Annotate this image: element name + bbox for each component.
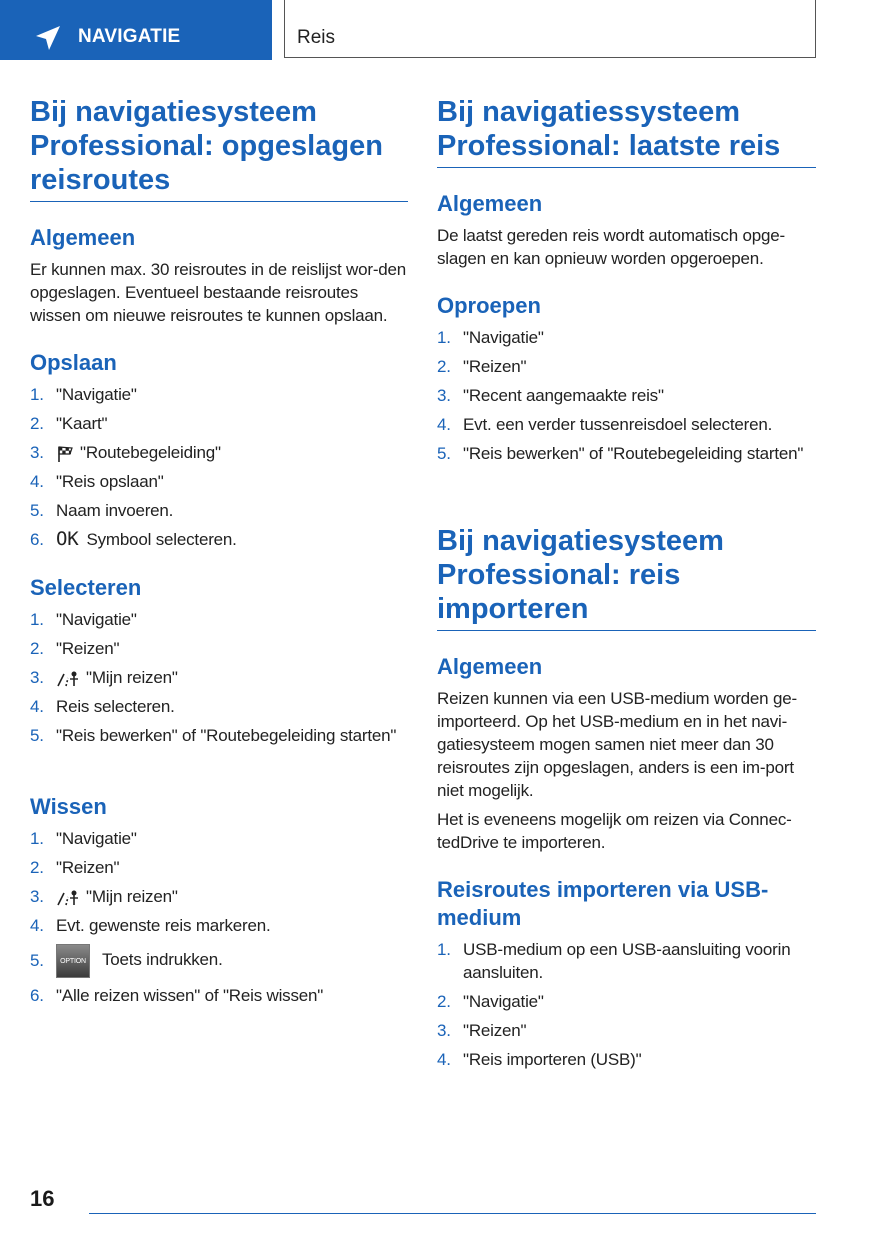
opslaan-section: [30, 349, 408, 557]
section-tab: [284, 0, 816, 58]
algemeen-section-left: [30, 224, 408, 327]
ok-icon: OK: [56, 528, 79, 550]
page-number: 16: [30, 1186, 55, 1211]
algemeen-heading: Algemeen: [437, 654, 543, 679]
list-item: 1. "Navigatie": [437, 328, 544, 347]
usb-import-heading: Reisroutes importeren via USB-medium: [437, 877, 769, 930]
wissen-heading: Wissen: [30, 794, 107, 819]
wissen-list: [30, 827, 408, 1007]
list-item: 6. OK Symbool selecteren.: [30, 528, 237, 550]
list-item: 5. "Reis bewerken" of "Routebegeleiding starten": [437, 444, 804, 463]
my-trips-route-icon: [56, 670, 80, 688]
algemeen-section-last-trip: [437, 190, 816, 270]
list-item: 4. "Reis importeren (USB)": [437, 1050, 642, 1069]
list-item: 5. Naam invoeren.: [30, 501, 174, 520]
algemeen-section-import: [437, 653, 816, 854]
oproepen-section: [437, 292, 816, 471]
algemeen-text: Er kunnen max. 30 reisroutes in de reislijst wor-den opgeslagen. Eventueel bestaande reisroutes wissen om nieuwe reisroutes te kunnen opslaan.: [30, 260, 407, 325]
opslaan-list: [30, 383, 408, 551]
list-item: 2. "Reizen": [437, 357, 527, 376]
list-item: 2. "Reizen": [30, 639, 120, 658]
list-item: 3. "Mijn reizen": [30, 668, 178, 687]
section-label: Reis: [297, 27, 336, 48]
selecteren-list: [30, 608, 408, 747]
right-title-import: Bij navigatiesysteem Professional: reis importeren: [437, 524, 816, 631]
list-item: 5. "Reis bewerken" of "Routebegeleiding starten": [30, 726, 397, 745]
chapter-label: NAVIGATIE: [78, 26, 181, 47]
algemeen-heading: Algemeen: [437, 191, 543, 216]
list-item: 1. USB-medium op een USB-aansluiting voorin aansluiten.: [437, 940, 791, 982]
option-button-icon: OPTION: [56, 944, 90, 978]
list-item: 1. "Navigatie": [30, 829, 137, 848]
list-item: 3. "Recent aangemaakte reis": [437, 386, 664, 405]
oproepen-heading: Oproepen: [437, 293, 541, 318]
checkered-flag-icon: [56, 445, 74, 463]
chapter-tab: [0, 0, 272, 60]
wissen-section: [30, 793, 408, 1013]
list-item: 3. "Reizen": [437, 1021, 527, 1040]
algemeen-heading: Algemeen: [30, 225, 136, 250]
algemeen-text: Reizen kunnen via een USB-medium worden ge-importeerd. Op het USB-medium en in het navi-gatiesysteem mogen samen niet meer dan 30 reisroutes zijn opgeslagen, anders is een im-port niet mogelijk.: [437, 689, 797, 800]
list-item: 3. "Mijn reizen": [30, 887, 178, 906]
selecteren-section: [30, 574, 408, 753]
list-item: 5. OPTION Toets indrukken.: [30, 943, 408, 978]
list-item: 6. "Alle reizen wissen" of "Reis wissen": [30, 985, 324, 1005]
oproepen-list: [437, 326, 816, 465]
algemeen-text: De laatst gereden reis wordt automatisch opge-slagen en kan opnieuw worden opgeroepen.: [437, 226, 785, 268]
right-title-last-trip: Bij navigatiessysteem Professional: laatste reis: [437, 95, 816, 168]
footer-divider: [89, 1213, 816, 1214]
selecteren-heading: Selecteren: [30, 575, 142, 600]
list-item: 4. Evt. een verder tussenreisdoel selecteren.: [437, 415, 773, 434]
left-title: Bij navigatiesysteem Professional: opgeslagen reisroutes: [30, 95, 408, 202]
list-item: 2. "Reizen": [30, 858, 120, 877]
list-item: 4. "Reis opslaan": [30, 472, 164, 491]
list-item: 1. "Navigatie": [30, 385, 137, 404]
usb-import-list: [437, 938, 816, 1071]
opslaan-heading: Opslaan: [30, 350, 117, 375]
list-item: 2. "Kaart": [30, 414, 108, 433]
algemeen-text: Het is eveneens mogelijk om reizen via Connec-tedDrive te importeren.: [437, 810, 792, 852]
list-item: 2. "Navigatie": [437, 992, 544, 1011]
my-trips-route-icon: [56, 889, 80, 907]
list-item: 3. "Routebegeleiding": [30, 443, 221, 462]
list-item: 4. Evt. gewenste reis markeren.: [30, 916, 271, 935]
navigation-arrow-icon: [34, 24, 62, 52]
list-item: 1. "Navigatie": [30, 610, 137, 629]
usb-import-section: [437, 876, 816, 1077]
list-item: 4. Reis selecteren.: [30, 697, 175, 716]
